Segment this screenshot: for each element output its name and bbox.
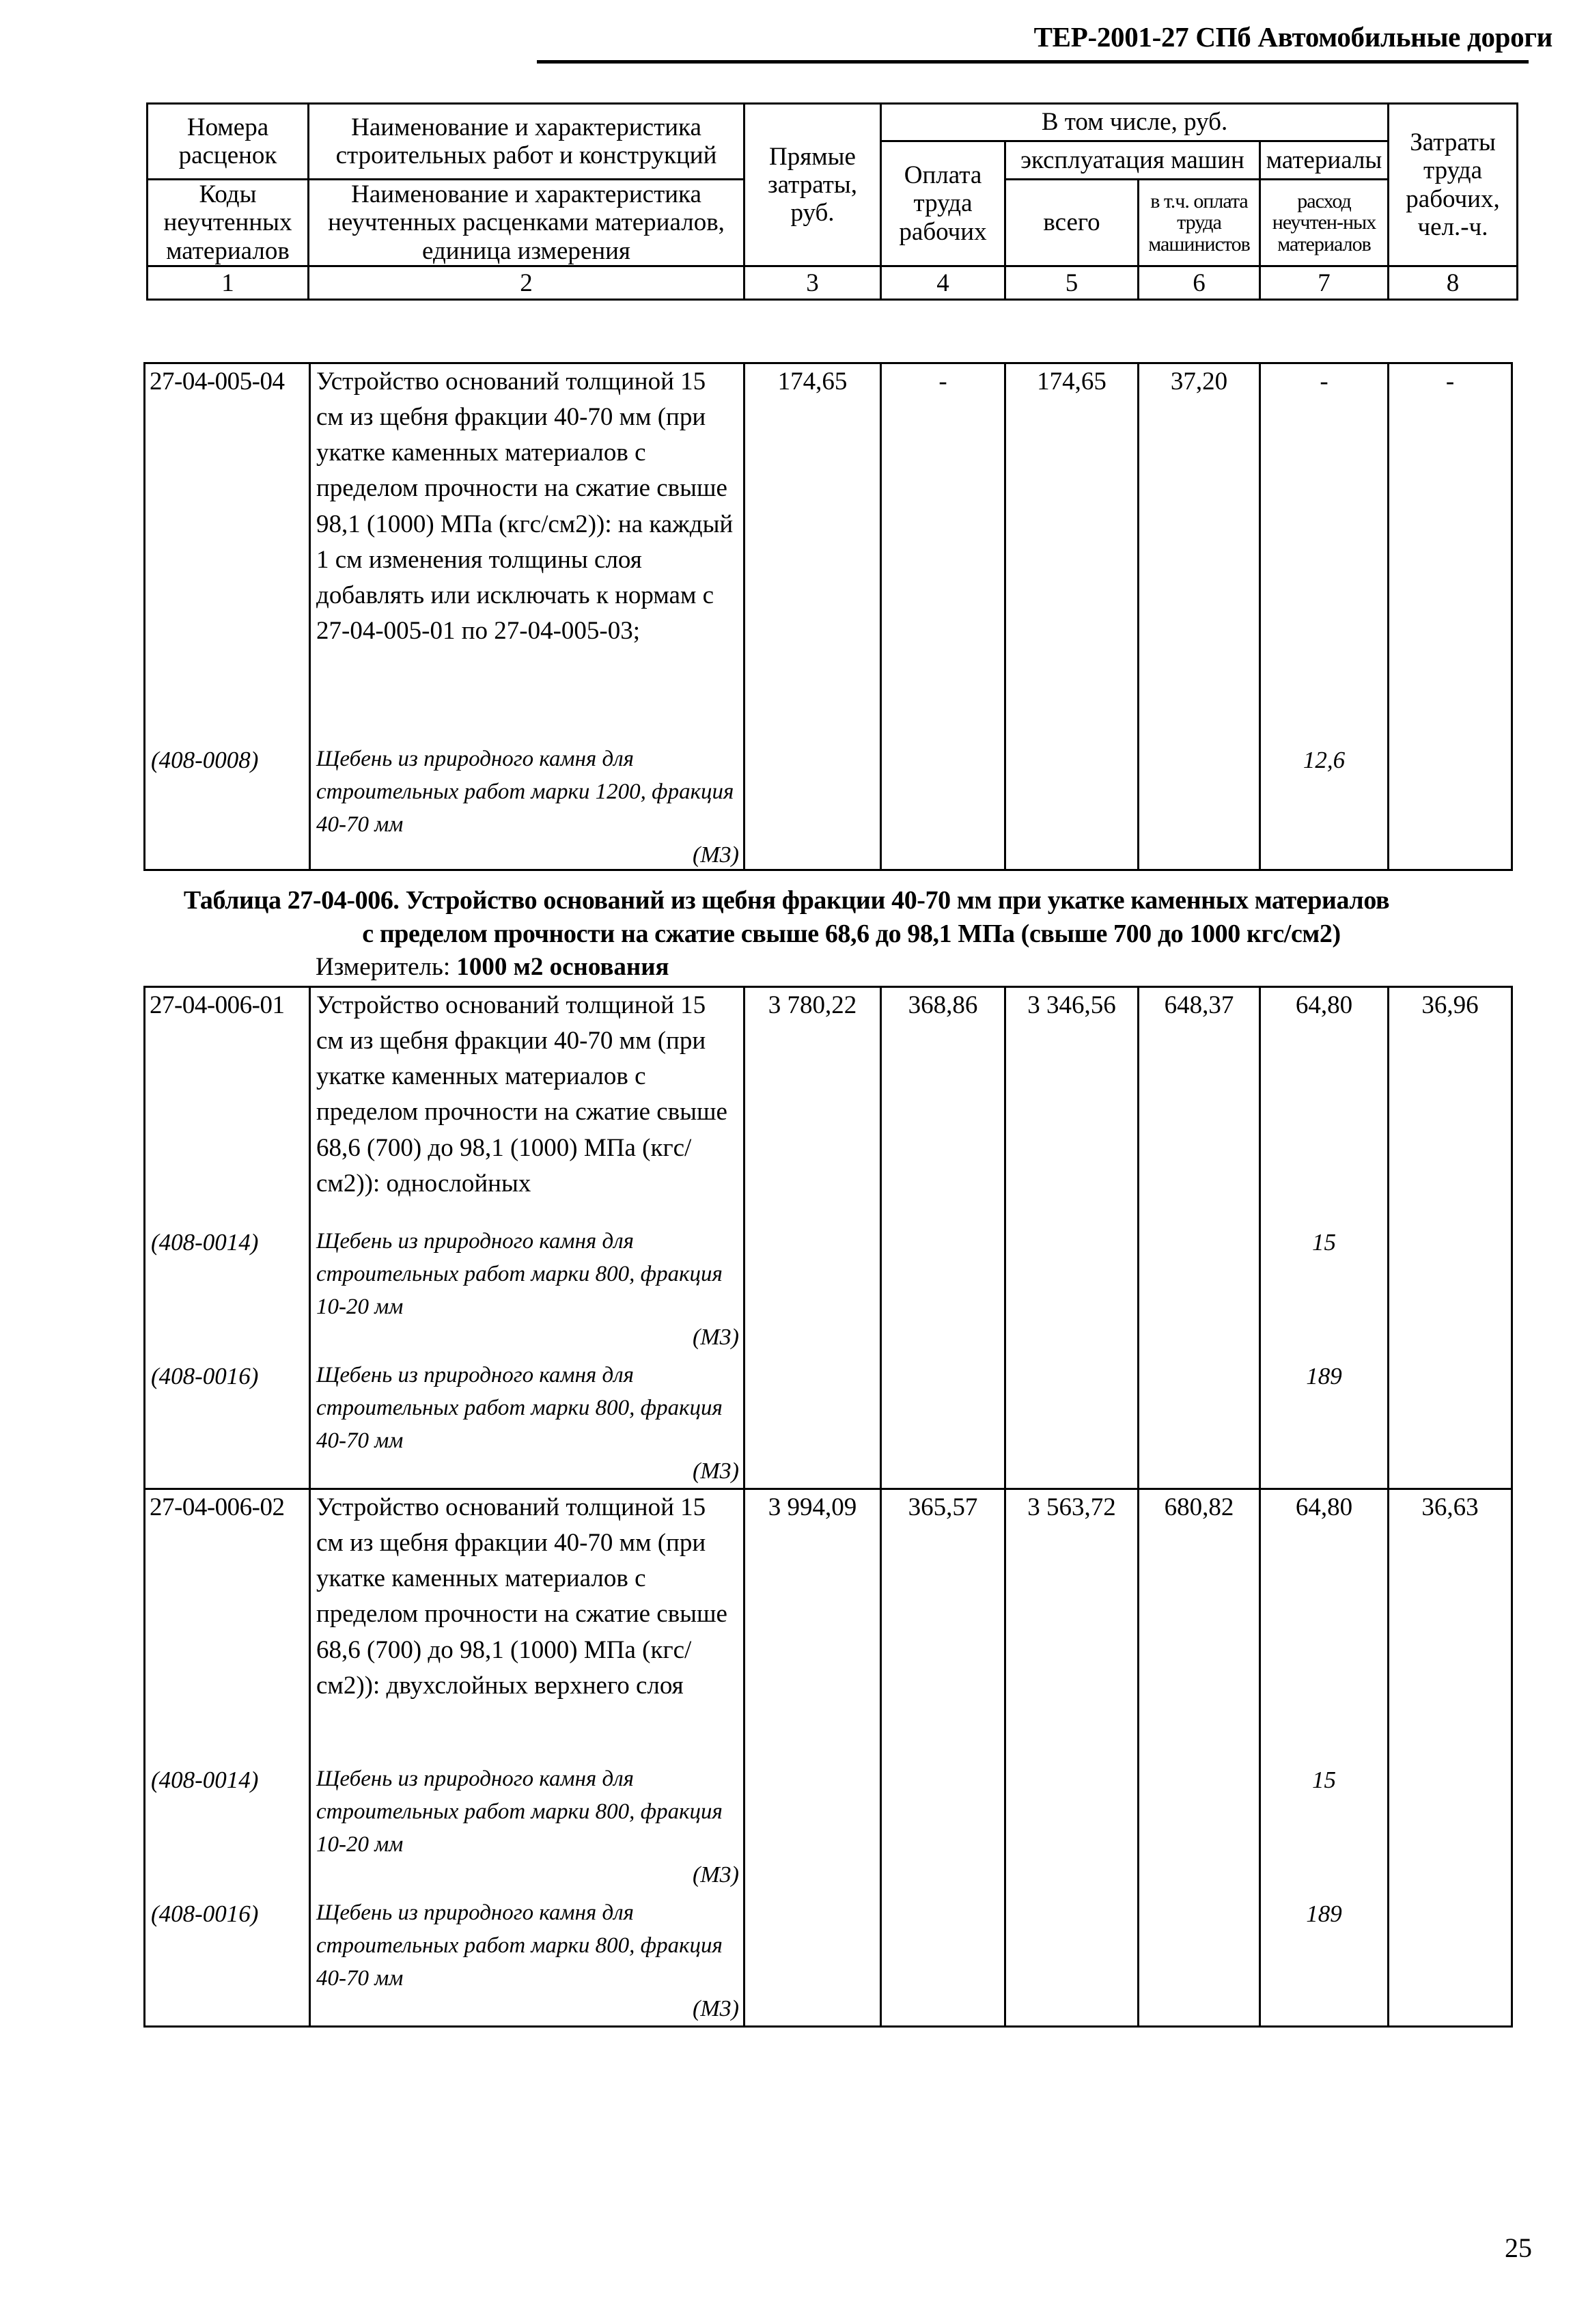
header-rule (537, 60, 1529, 64)
material-name: Щебень из природного камня для строительных работ марки 800, фракция 10-20 мм (316, 1767, 723, 1857)
measure-unit (316, 952, 669, 982)
materials-cost: 64,80 (1260, 987, 1389, 1226)
material-quantity: 189 (1260, 1897, 1389, 2027)
machines-total: 174,65 (1005, 363, 1139, 744)
material-quantity: 15 (1260, 1763, 1389, 1897)
header-work-name: Наименование и характеристика строительных работ и конструкций (309, 104, 744, 180)
material-name: Щебень из природного камня для строительных работ марки 1200, фракция 40-70 мм (316, 747, 734, 837)
material-row (145, 1359, 1512, 1489)
material-row (145, 1763, 1512, 1897)
col-number-1: 1 (148, 266, 309, 300)
col-number-7: 7 (1260, 266, 1389, 300)
work-description: Устройство оснований толщиной 15 см из щебня фракции 40-70 мм (при укатке каменных материалов с пределом прочности на сжатие свыше 68,6 (700) до 98,1 (1000) МПа (кгс/см2)): двухслойных верхнего слоя (310, 1489, 744, 1764)
direct-costs: 3 994,09 (744, 1489, 881, 1764)
col-number-8: 8 (1389, 266, 1518, 300)
table-row (145, 363, 1512, 744)
material-unit: (М3) (693, 1458, 739, 1484)
header-machinists-pay: в т.ч. оплата труда машинистов (1139, 180, 1260, 266)
header-material-name: Наименование и характеристика неучтенных расценками материалов, единица измерения (309, 180, 744, 266)
material-code: (408-0014) (145, 1226, 310, 1359)
col-number-2: 2 (309, 266, 744, 300)
header-materials: материалы (1260, 141, 1389, 180)
material-name: Щебень из природного камня для строительных работ марки 800, фракция 40-70 мм (316, 1900, 723, 1991)
labor-hours: - (1389, 363, 1512, 744)
col-number-6: 6 (1139, 266, 1260, 300)
header-direct-costs: Прямые затраты, руб. (744, 104, 881, 266)
labor-hours: 36,63 (1389, 1489, 1512, 1764)
col-number-3: 3 (744, 266, 881, 300)
labor-pay: - (881, 363, 1005, 744)
work-description: Устройство оснований толщиной 15 см из щебня фракции 40-70 мм (при укатке каменных материалов с пределом прочности на сжатие свыше 98,1 (1000) МПа (кгс/см2)): на каждый 1 см изменения толщины слоя добавлять или исключать к нормам с 27-04-005-01 по 27-04-005-03; (310, 363, 744, 744)
rate-table-27-04-005 (143, 362, 1513, 871)
table-caption (0, 884, 1573, 950)
rate-code: 27-04-006-01 (145, 987, 310, 1226)
material-unit: (М3) (693, 842, 739, 868)
machinists-pay: 37,20 (1139, 363, 1260, 744)
labor-pay: 365,57 (881, 1489, 1005, 1764)
table-row (145, 1489, 1512, 1764)
machines-total: 3 563,72 (1005, 1489, 1139, 1764)
material-unit: (М3) (693, 1995, 739, 2021)
material-quantity: 189 (1260, 1359, 1389, 1489)
header-materials-usage: расход неучтен-ных материалов (1260, 180, 1389, 266)
measure-label: Измеритель: (316, 953, 451, 981)
machines-total: 3 346,56 (1005, 987, 1139, 1226)
material-code: (408-0016) (145, 1897, 310, 2027)
col-number-4: 4 (881, 266, 1005, 300)
material-quantity: 15 (1260, 1226, 1389, 1359)
material-row (145, 1897, 1512, 2027)
direct-costs: 174,65 (744, 363, 881, 744)
labor-pay: 368,86 (881, 987, 1005, 1226)
material-code: (408-0014) (145, 1763, 310, 1897)
header-material-codes: Коды неучтенных материалов (148, 180, 309, 266)
work-description: Устройство оснований толщиной 15 см из щебня фракции 40-70 мм (при укатке каменных материалов с пределом прочности на сжатие свыше 68,6 (700) до 98,1 (1000) МПа (кгс/см2)): однослойных (310, 987, 744, 1226)
header-labor-pay: Оплата труда рабочих (881, 141, 1005, 266)
labor-hours: 36,96 (1389, 987, 1512, 1226)
measure-value: 1000 м2 основания (456, 953, 669, 981)
running-header: ТЕР-2001-27 СПб Автомобильные дороги (1033, 21, 1553, 53)
materials-cost: 64,80 (1260, 1489, 1389, 1764)
table-caption-line-1: Таблица 27-04-006. Устройство оснований из щебня фракции 40-70 мм при укатке каменных материалов (183, 886, 1390, 915)
header-labor-hours: Затраты труда рабочих, чел.-ч. (1389, 104, 1518, 266)
table-caption-line-2: с пределом прочности на сжатие свыше 68,6 до 98,1 МПа (свыше 700 до 1000 кгс/см2) (362, 919, 1341, 948)
material-code: (408-0016) (145, 1359, 310, 1489)
table-row (145, 987, 1512, 1226)
col-number-5: 5 (1005, 266, 1139, 300)
machinists-pay: 680,82 (1139, 1489, 1260, 1764)
material-quantity: 12,6 (1260, 743, 1389, 870)
material-name: Щебень из природного камня для строительных работ марки 800, фракция 10-20 мм (316, 1229, 723, 1319)
rate-code: 27-04-006-02 (145, 1489, 310, 1764)
column-header-table (146, 102, 1518, 301)
direct-costs: 3 780,22 (744, 987, 881, 1226)
page-number: 25 (1505, 2232, 1532, 2263)
materials-cost: - (1260, 363, 1389, 744)
machinists-pay: 648,37 (1139, 987, 1260, 1226)
material-code: (408-0008) (145, 743, 310, 870)
material-row (145, 1226, 1512, 1359)
material-unit: (М3) (693, 1862, 739, 1887)
rate-table-27-04-006 (143, 986, 1513, 2028)
material-name: Щебень из природного камня для строительных работ марки 800, фракция 40-70 мм (316, 1363, 723, 1453)
header-codes: Номера расценок (148, 104, 309, 180)
material-unit: (М3) (693, 1324, 739, 1350)
material-row (145, 743, 1512, 870)
rate-code: 27-04-005-04 (145, 363, 310, 744)
header-group: В том числе, руб. (881, 104, 1389, 141)
header-machines: эксплуатация машин (1005, 141, 1260, 180)
header-machines-total: всего (1005, 180, 1139, 266)
